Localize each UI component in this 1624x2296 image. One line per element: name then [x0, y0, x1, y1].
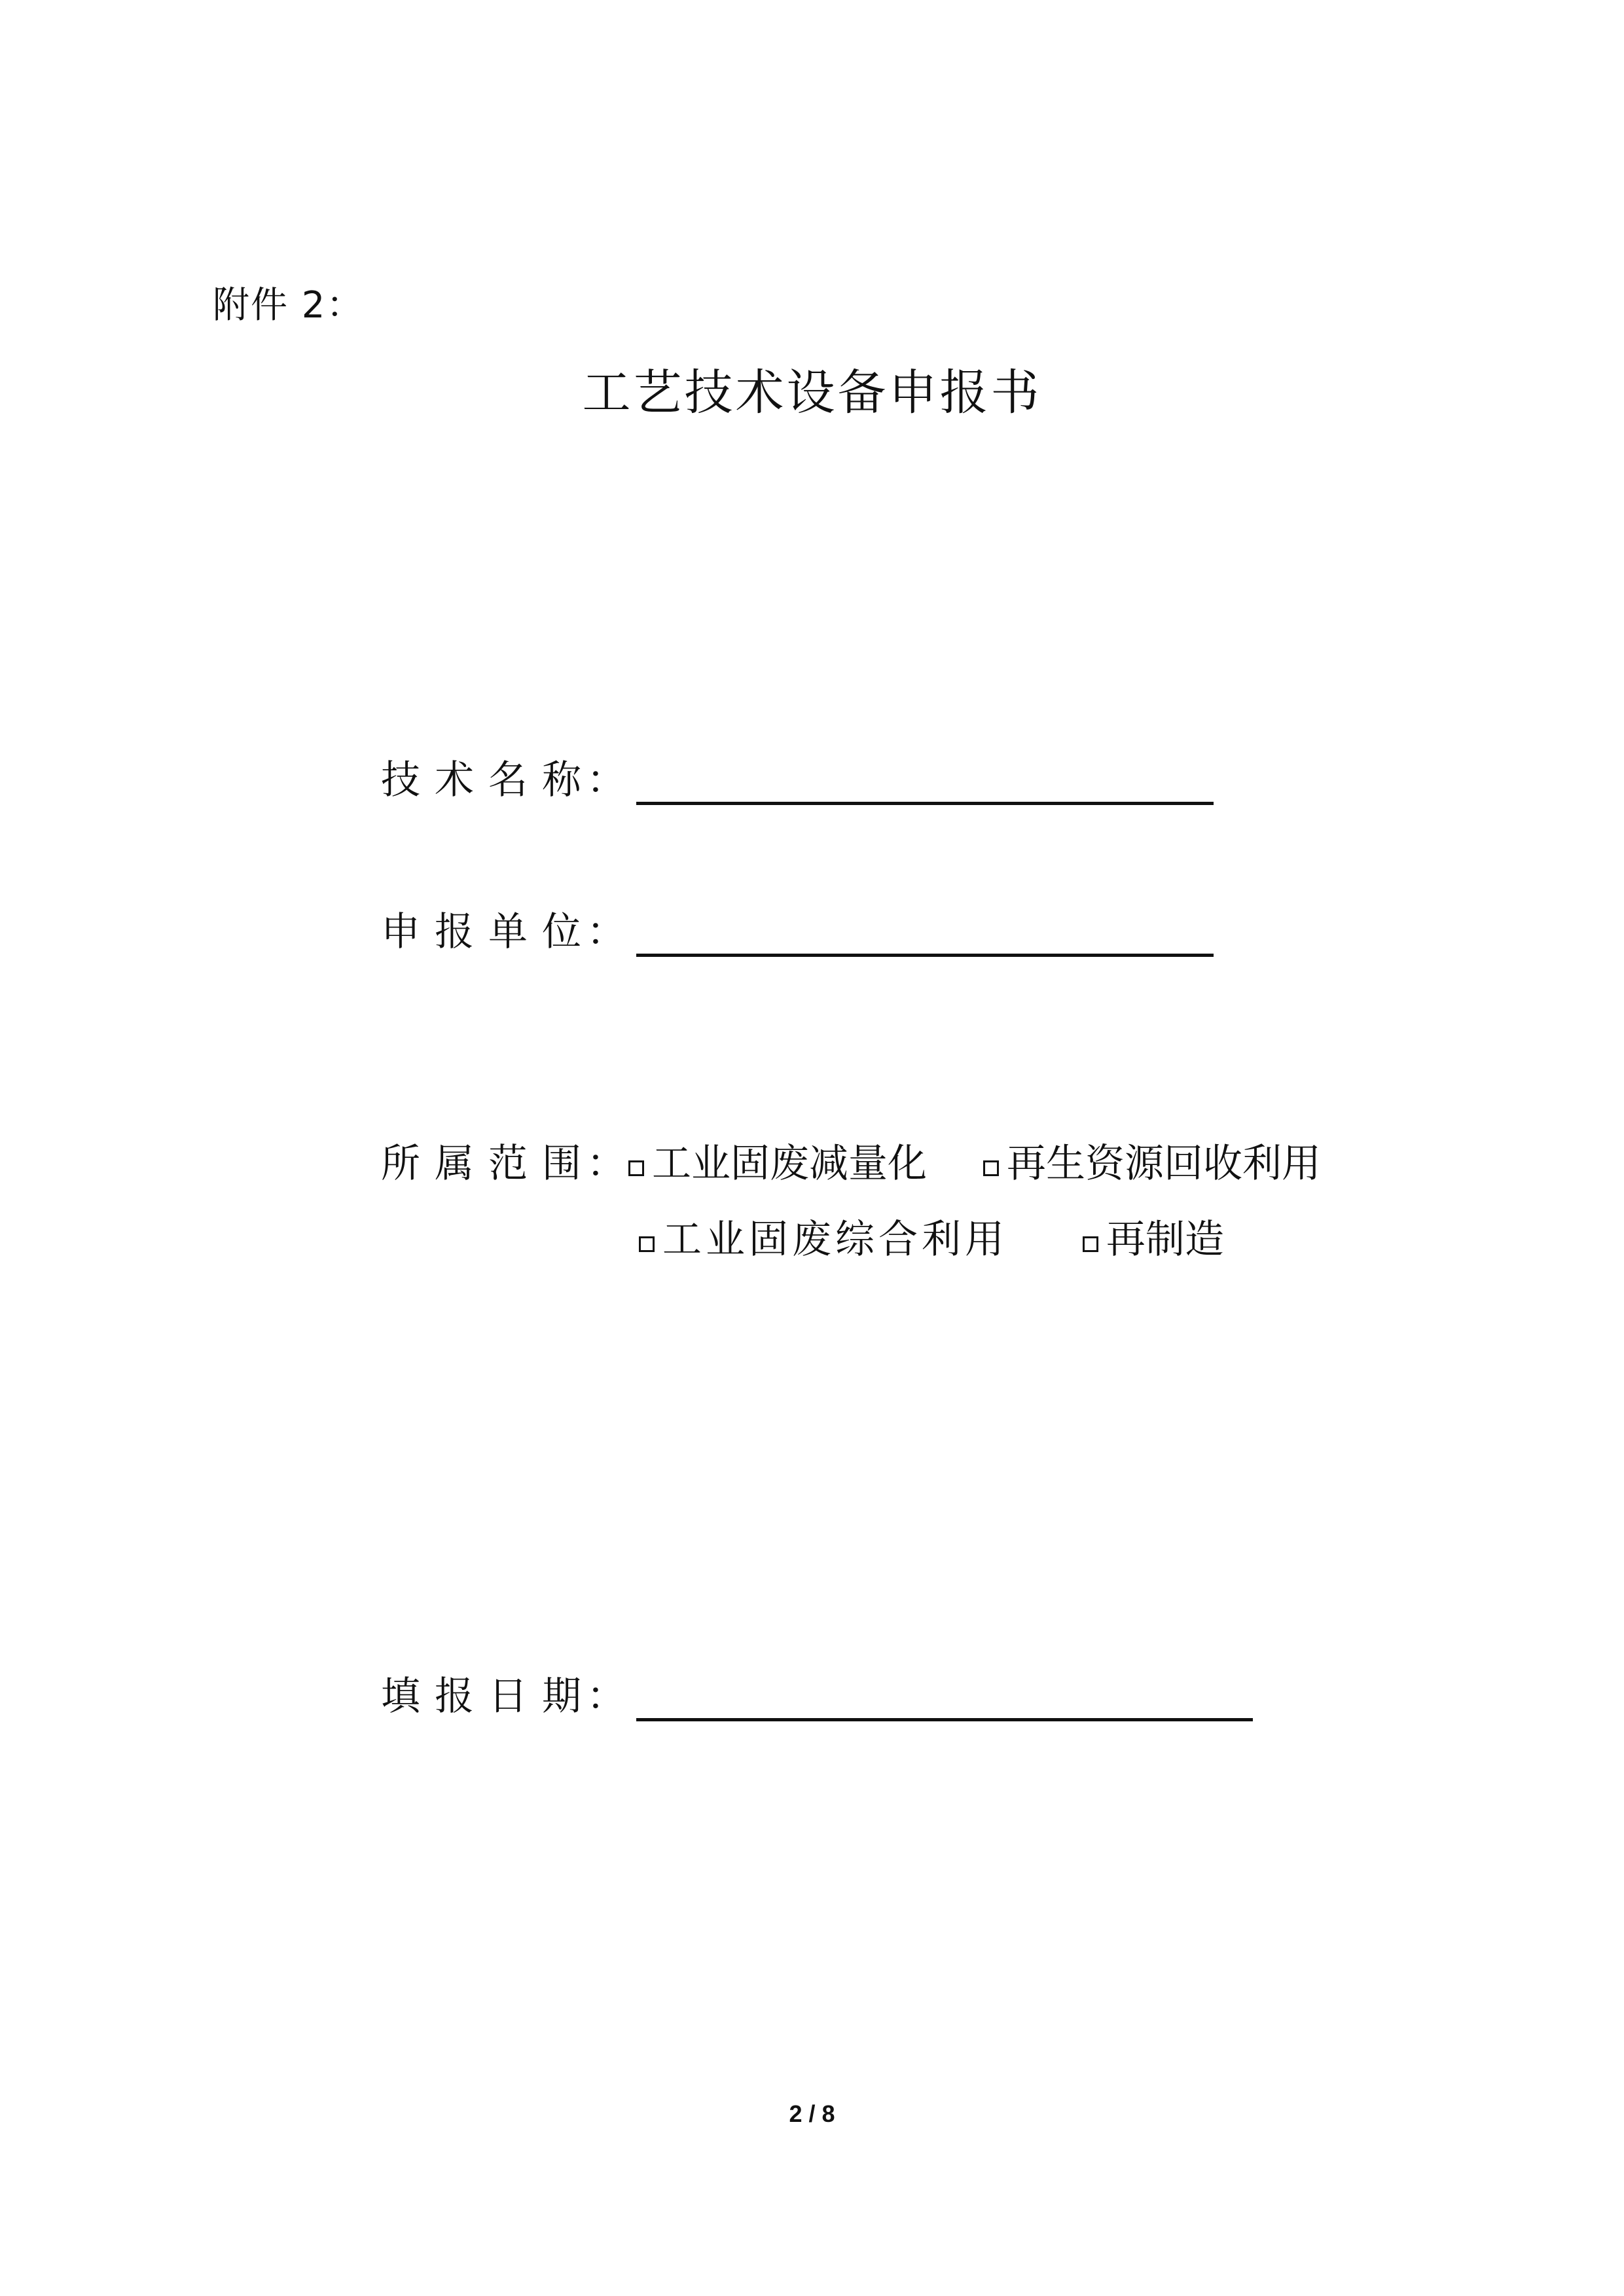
fill-date-label: 填报日期	[381, 1674, 596, 1719]
applicant-unit-field[interactable]	[636, 914, 1214, 957]
applicant-unit-label: 申报单位	[381, 909, 596, 955]
tech-name-colon: ：	[586, 757, 626, 803]
applicant-unit-colon: ：	[586, 909, 626, 955]
scope-line-1	[381, 1132, 1428, 1195]
fill-date-field[interactable]	[636, 1679, 1253, 1721]
fill-date-row	[381, 1669, 1253, 1721]
checkbox-icon[interactable]	[628, 1160, 644, 1176]
attachment-label: 附件 2：	[213, 284, 365, 327]
tech-name-field[interactable]	[636, 762, 1214, 805]
scope-label: 所属范围	[381, 1141, 596, 1187]
scope-option-comprehensive-use[interactable]	[639, 1215, 1008, 1265]
tech-name-row	[381, 753, 1214, 805]
scope-option-label: 工业固废综合利用	[662, 1217, 1008, 1263]
scope-section	[381, 1132, 1428, 1284]
tech-name-label: 技术名称	[381, 757, 596, 803]
scope-option-reduction[interactable]	[628, 1139, 927, 1189]
scope-option-label: 再制造	[1106, 1217, 1224, 1263]
document-title: 工艺技术设备申报书	[582, 365, 1042, 421]
scope-line-2	[381, 1208, 1428, 1271]
checkbox-icon[interactable]	[639, 1236, 655, 1252]
fill-date-colon: ：	[586, 1674, 626, 1719]
scope-colon: ：	[586, 1141, 626, 1187]
checkbox-icon[interactable]	[983, 1160, 999, 1176]
checkbox-icon[interactable]	[1083, 1236, 1098, 1252]
scope-option-recycling[interactable]	[983, 1139, 1321, 1189]
scope-option-label: 工业固废减量化	[652, 1141, 927, 1187]
scope-option-label: 再生资源回收利用	[1007, 1141, 1321, 1187]
applicant-unit-row	[381, 905, 1214, 957]
scope-option-remanufacturing[interactable]	[1083, 1215, 1224, 1265]
page-number: 2 / 8	[789, 2100, 835, 2127]
